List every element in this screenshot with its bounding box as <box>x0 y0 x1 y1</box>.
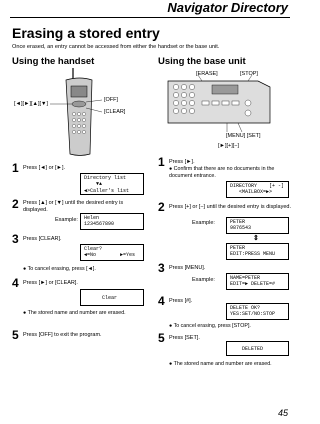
handset-step-3-number: 3 <box>12 232 19 246</box>
base-step-1-text: Press [►]. <box>169 159 195 165</box>
base-step-2-number: 2 <box>158 200 165 214</box>
base-step-4-note: ● To cancel erasing, press [STOP]. <box>169 323 251 329</box>
page-number: 45 <box>277 408 288 418</box>
base-menu-set-label: [MENU] [SET] <box>226 133 261 139</box>
handset-step-4-note-text: The stored name and number are erased. <box>27 310 126 316</box>
base-step-5-note-text: The stored name and number are erased. <box>173 361 272 367</box>
handset-step-4-display: Clear <box>80 289 144 306</box>
base-step-3-number: 3 <box>158 261 165 275</box>
base-step-1-display: DIRECTORY [+ -] <MAILBOX=►> <box>226 181 289 198</box>
base-step-3-text: Press [MENU]. <box>169 265 206 271</box>
handset-off-label: [OFF] <box>104 97 119 103</box>
page-title: Erasing a stored entry <box>12 25 160 41</box>
handset-step-1-number: 1 <box>12 161 19 175</box>
header-rule <box>10 17 290 18</box>
base-step-5-display: DELETED <box>226 341 289 356</box>
handset-heading: Using the handset <box>12 56 95 67</box>
handset-step-3-note-text: To cancel erasing, press [◄]. <box>27 266 96 272</box>
base-step-2-example-label: Example: <box>192 220 215 226</box>
base-step-3-example-label: Example: <box>192 277 215 283</box>
handset-step-2-text: Press [▲] or [▼] until the desired entry is displayed. <box>23 200 124 213</box>
handset-step-2-example-label: Example: <box>55 217 78 223</box>
base-step-1-number: 1 <box>158 155 165 169</box>
base-step-1-note: ● Confirm that there are no documents in the document entrance. <box>169 166 275 179</box>
handset-step-5-text: Press [OFF] to exit the program. <box>23 332 102 338</box>
base-step-2-text: Press [+] or [−] until the desired entry is displayed. <box>169 204 291 210</box>
handset-icon <box>50 68 102 156</box>
page-header <box>0 0 300 16</box>
base-step-4-number: 4 <box>158 294 165 308</box>
base-nav-label: [►][+][−] <box>218 143 240 149</box>
base-erase-label: [ERASE] <box>196 71 218 77</box>
handset-nav-label: [◄][►][▲][▼] <box>14 101 48 107</box>
base-step-2-display-2: PETER EDIT:PRESS MENU <box>226 243 289 260</box>
handset-clear-label: [CLEAR] <box>104 109 126 115</box>
intro-text: Once erased, an entry cannot be accessed from either the handset or the base unit. <box>12 44 220 50</box>
base-step-5-number: 5 <box>158 331 165 345</box>
base-unit-illustration <box>162 75 282 135</box>
handset-step-1-text: Press [◄] or [►]. <box>23 165 66 171</box>
base-stop-label: [STOP] <box>240 71 258 77</box>
handset-step-2-display: Helen 1234567890 <box>80 213 144 230</box>
handset-step-5-number: 5 <box>12 328 19 342</box>
handset-step-4-number: 4 <box>12 276 19 290</box>
base-step-1-note-text: Confirm that there are no documents in the document entrance. <box>169 166 275 179</box>
base-step-4-note-text: To cancel erasing, press [STOP]. <box>173 323 251 329</box>
handset-step-3-display: Clear? ◄=No ►=Yes <box>80 244 144 261</box>
base-step-4-text: Press [#]. <box>169 298 193 304</box>
handset-step-3-text: Press [CLEAR]. <box>23 236 62 242</box>
handset-step-1-display: Directory list ▼▲ ◄>Caller's list <box>80 173 144 195</box>
header-title: Navigator Directory <box>167 0 288 15</box>
base-heading: Using the base unit <box>158 56 246 67</box>
base-step-2-display: PETER 9876543 <box>226 217 289 234</box>
handset-step-3-note: ● To cancel erasing, press [◄]. <box>23 266 96 272</box>
handset-step-4-text: Press [►] or [CLEAR]. <box>23 280 78 286</box>
base-step-5-text: Press [SET]. <box>169 335 200 341</box>
base-step-4-display: DELETE OK? YES:SET/NO:STOP <box>226 303 289 320</box>
fax-machine-icon <box>168 75 270 132</box>
base-step-5-note: ● The stored name and number are erased. <box>169 361 272 367</box>
handset-step-2-number: 2 <box>12 197 19 211</box>
handset-step-4-note: ● The stored name and number are erased. <box>23 310 126 316</box>
arrow-down-icon: ⇕ <box>253 235 259 242</box>
base-step-3-display: NAME=PETER EDIT=► DELETE=# <box>226 273 289 290</box>
